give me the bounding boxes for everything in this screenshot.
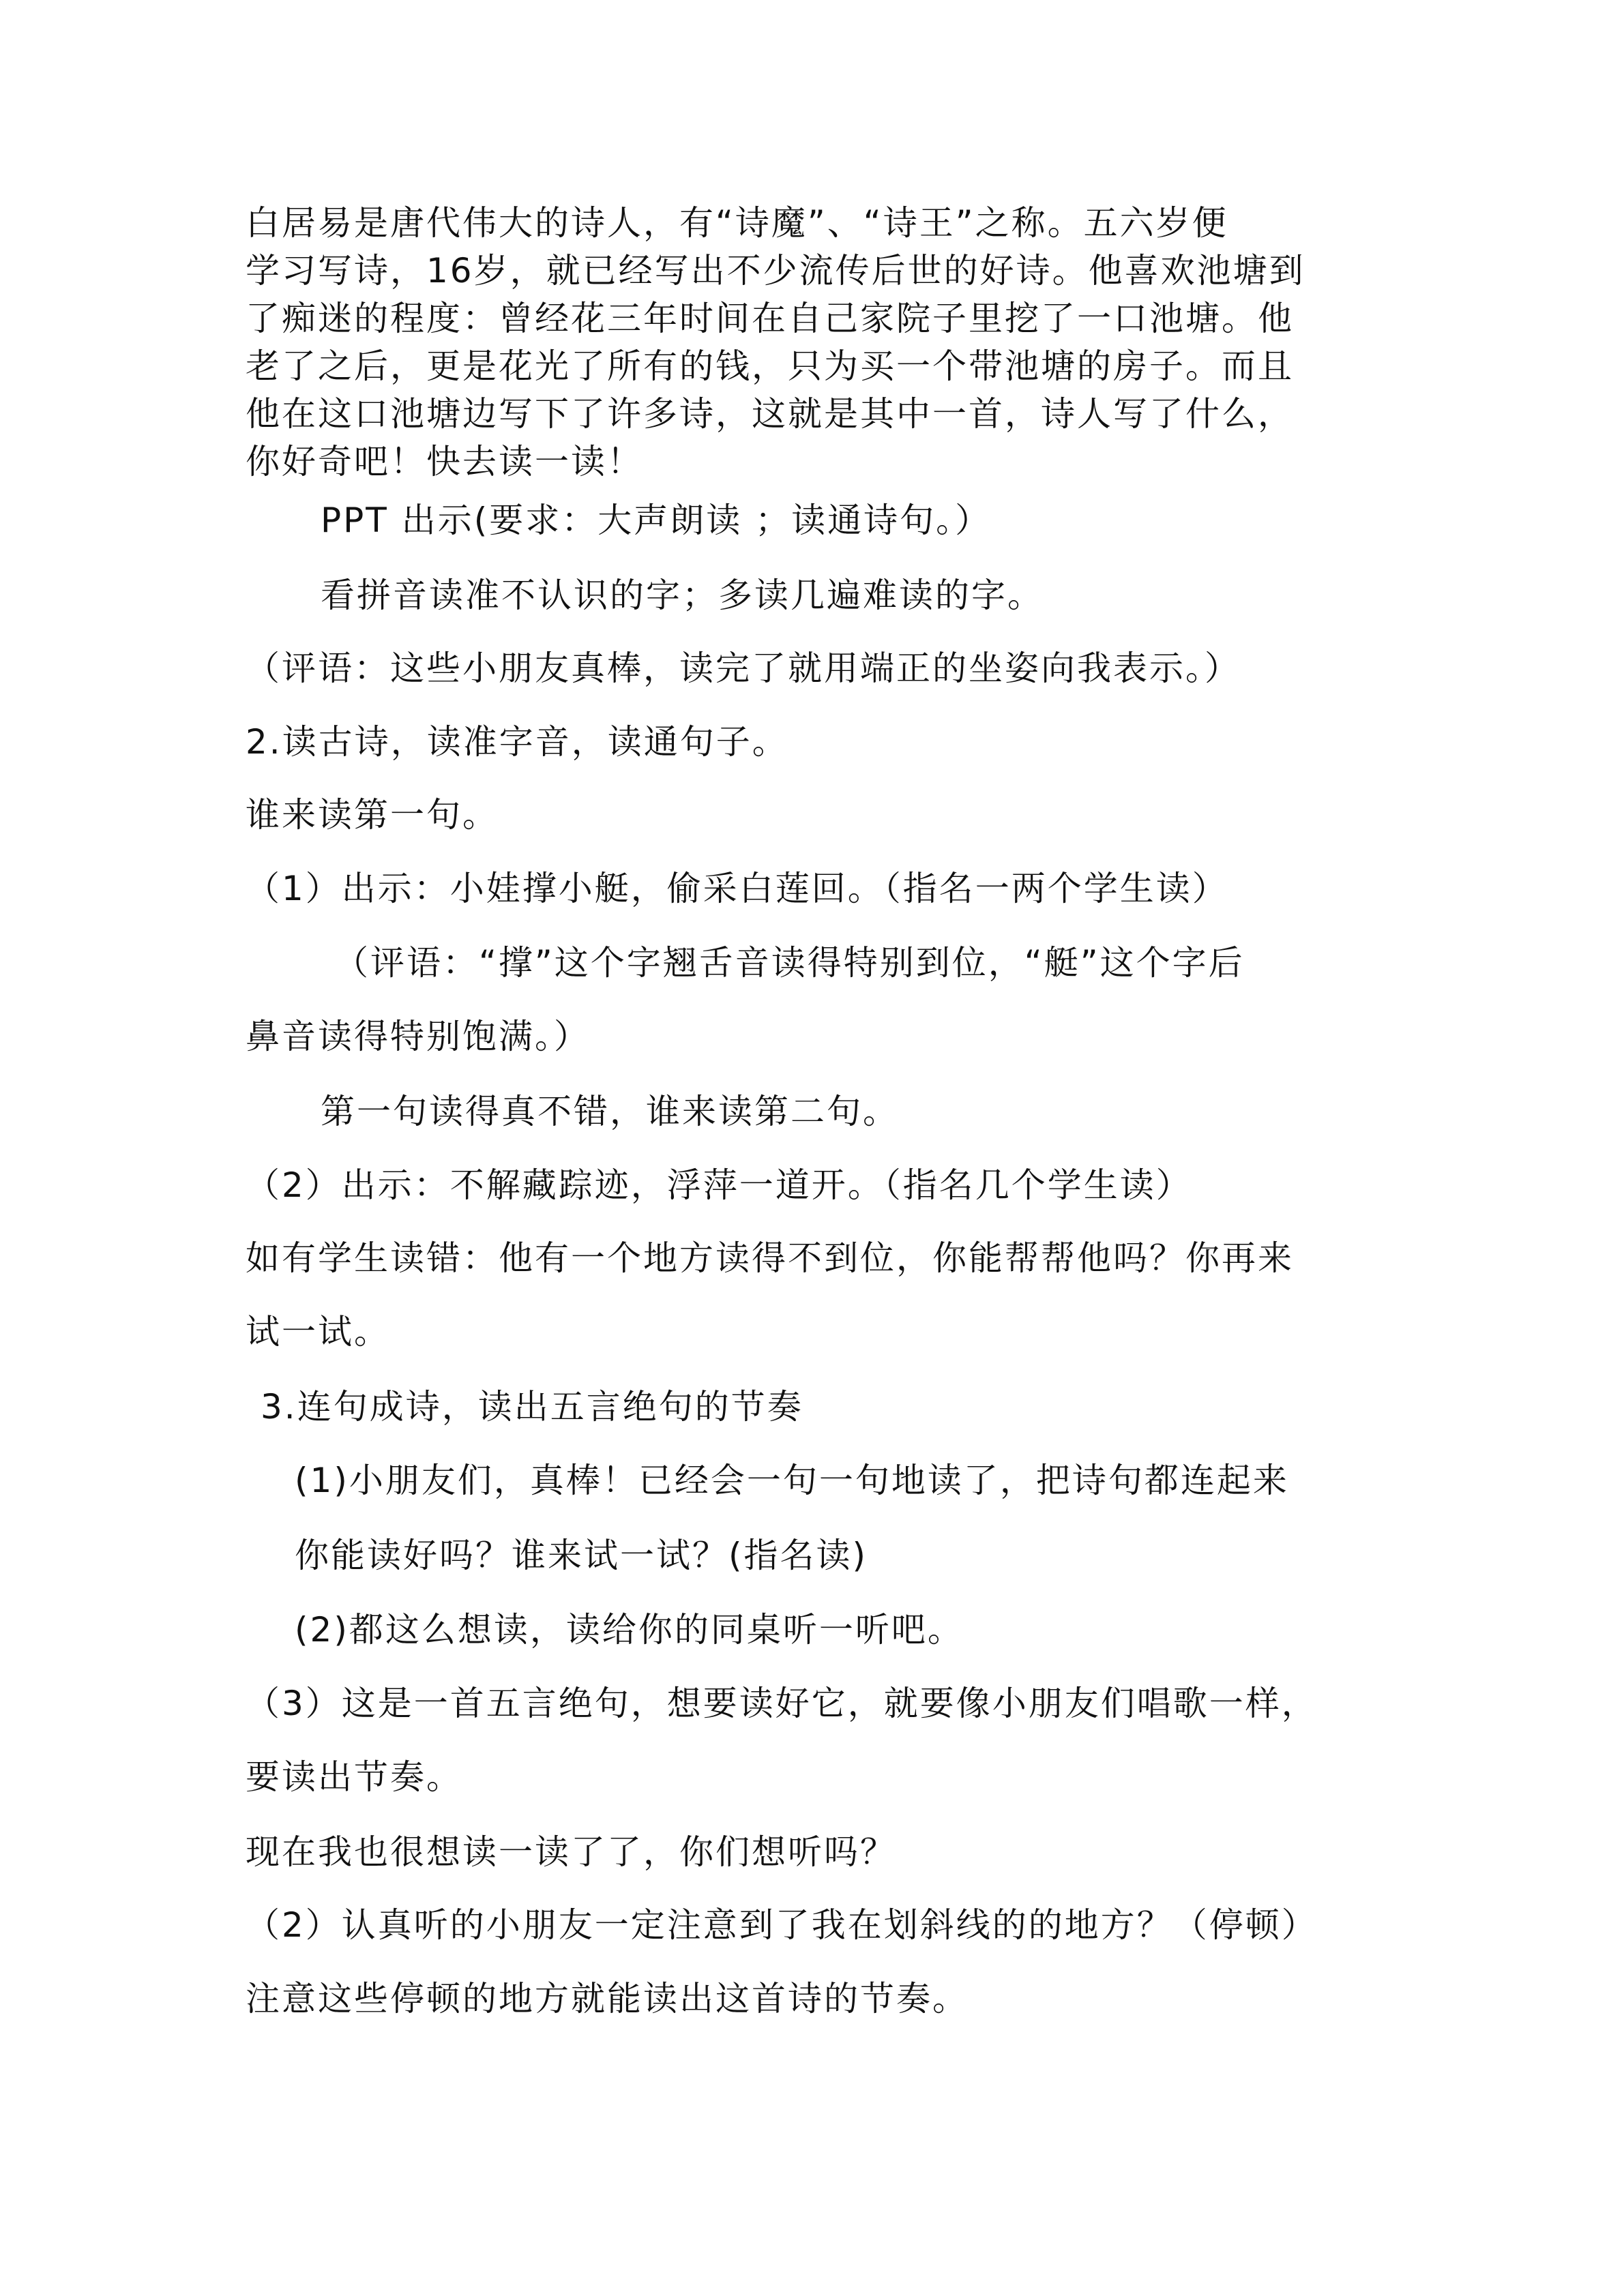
substep-3-line-1: （3）这是一首五言绝句，想要读好它，就要像小朋友们唱歌一样， bbox=[246, 1684, 1318, 1723]
first-sentence-prompt: 谁来读第一句。 bbox=[246, 795, 499, 835]
intro-paragraph-line-4: 老了之后，更是花光了所有的钱，只为买一个带池塘的房子。而且 bbox=[246, 346, 1294, 386]
comment-line-2a: （评语：“撑”这个字翘舌音读得特别到位，“艇”这个字后 bbox=[334, 943, 1245, 983]
step-1-display-line: （1）出示：小娃撑小艇，偷采白莲回。（指名一两个学生读） bbox=[246, 869, 1228, 908]
comment-line-1: （评语：这些小朋友真棒，读完了就用端正的坐姿向我表示。） bbox=[246, 648, 1241, 688]
intro-paragraph-line-5: 他在这口池塘边写下了许多诗，这就是其中一首，诗人写了什么， bbox=[246, 394, 1294, 434]
second-sentence-prompt: 第一句读得真不错，谁来读第二句。 bbox=[321, 1092, 899, 1131]
substep-1-line-1: (1)小朋友们，真棒！已经会一句一句地读了，把诗句都连起来 bbox=[295, 1461, 1289, 1500]
section-3-heading: 3.连句成诗，读出五言绝句的节奏 bbox=[261, 1387, 803, 1427]
rhythm-conclusion-line: 注意这些停顿的地方就能读出这首诗的节奏。 bbox=[246, 1979, 969, 2018]
ppt-requirement-line: PPT 出示(要求：大声朗读 ；读通诗句。） bbox=[321, 501, 992, 540]
intro-paragraph-line-6: 你好奇吧！快去读一读！ bbox=[246, 442, 643, 481]
step-2-display-line: （2）出示：不解藏踪迹，浮萍一道开。（指名几个学生读） bbox=[246, 1165, 1192, 1205]
substep-1-line-2: 你能读好吗？谁来试一试？(指名读) bbox=[295, 1536, 868, 1575]
intro-paragraph-line-1: 白居易是唐代伟大的诗人，有“诗魔”、“诗王”之称。五六岁便 bbox=[246, 203, 1228, 243]
intro-paragraph-line-3: 了痴迷的程度：曾经花三年时间在自己家院子里挖了一口池塘。他 bbox=[246, 299, 1294, 338]
section-2-heading: 2.读古诗，读准字音，读通句子。 bbox=[246, 722, 788, 762]
pinyin-instruction-line: 看拼音读准不认识的字；多读几遍难读的字。 bbox=[321, 576, 1044, 615]
substep-3-line-2: 要读出节奏。 bbox=[246, 1757, 462, 1797]
teacher-read-prompt: 现在我也很想读一读了了，你们想听吗？ bbox=[246, 1832, 896, 1872]
substep-2-line: (2)都这么想读，读给你的同桌听一听吧。 bbox=[295, 1610, 964, 1650]
intro-paragraph-line-2: 学习写诗，16岁，就已经写出不少流传后世的好诗。他喜欢池塘到 bbox=[246, 251, 1305, 290]
comment-line-2b: 鼻音读得特别饱满。） bbox=[246, 1017, 590, 1056]
pause-observation-line: （2）认真听的小朋友一定注意到了我在划斜线的的地方？（停顿） bbox=[246, 1905, 1318, 1945]
error-correction-line-1: 如有学生读错：他有一个地方读得不到位，你能帮帮他吗？你再来 bbox=[246, 1238, 1294, 1278]
error-correction-line-2: 试一试。 bbox=[246, 1312, 390, 1352]
